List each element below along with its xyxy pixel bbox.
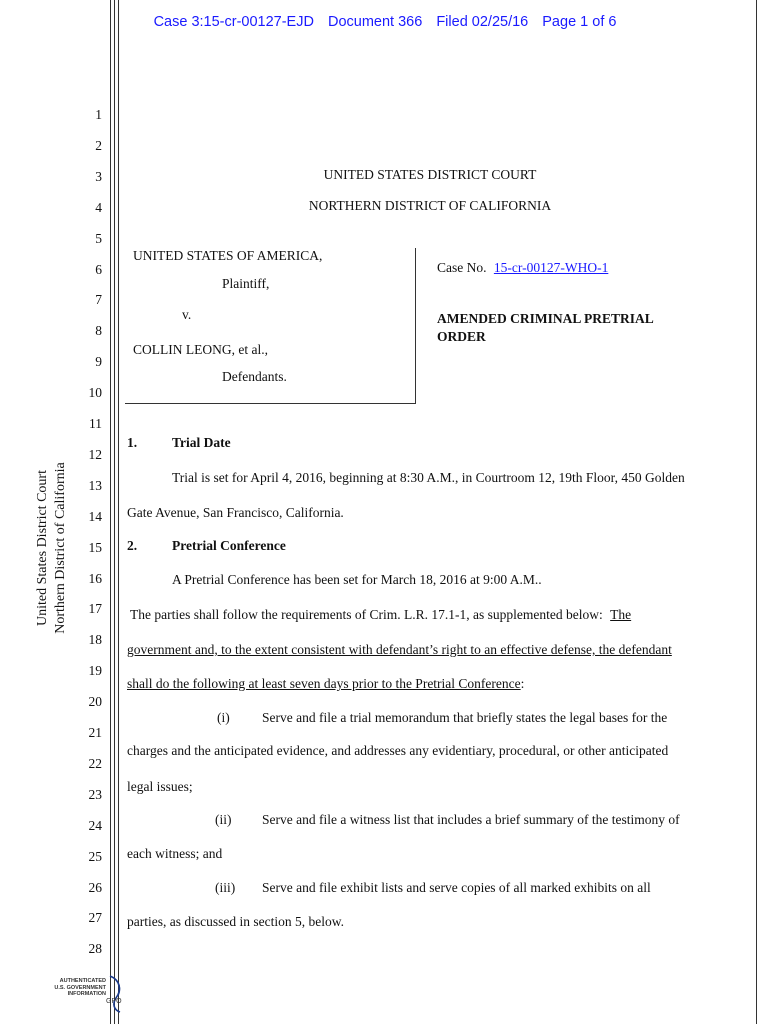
header-document: Document 366 <box>327 14 423 30</box>
ecf-header <box>0 14 770 30</box>
line-number: 1 <box>95 107 102 122</box>
item-i-text-c: legal issues; <box>127 779 193 794</box>
court-district: NORTHERN DISTRICT OF CALIFORNIA <box>308 198 552 213</box>
line-number: 27 <box>88 910 102 926</box>
item-i-text-b: charges and the anticipated evidence, and addresses any evidentiary, procedural, or other anticipated <box>127 743 669 758</box>
line-number: 21 <box>88 725 102 740</box>
item-iii-text-b: parties, as discussed in section 5, below. <box>127 914 344 929</box>
versus: v. <box>182 307 192 322</box>
line-number: 2 <box>95 137 102 153</box>
header-case: Case 3:15-cr-00127-EJD <box>153 14 314 30</box>
line-number: 15 <box>88 539 102 555</box>
section2-requirement-line3 <box>127 676 524 692</box>
section2-requirement-lead: The parties shall follow the requirements of Crim. L.R. 17.1-1, as supplemented below: <box>130 607 603 622</box>
line-number: 14 <box>88 508 102 524</box>
section2-requirement-underlined-start: The <box>610 607 632 622</box>
item-i-label: (i) <box>217 710 230 725</box>
item-iii-text-a: Serve and file exhibit lists and serve copies of all marked exhibits on all <box>262 880 651 895</box>
section2-requirement-underlined-end: shall do the following at least seven days prior to the Pretrial Conference <box>127 676 521 691</box>
left-rule-text <box>118 0 119 1024</box>
order-title-line2: ORDER <box>437 329 486 344</box>
line-number: 18 <box>88 632 102 648</box>
case-number-link[interactable]: 15-cr-00127-WHO-1 <box>493 260 609 275</box>
line-number: 19 <box>88 663 102 679</box>
section2-requirement-colon: : <box>520 676 525 691</box>
section2-title: Pretrial Conference <box>172 538 286 553</box>
item-iii-label: (iii) <box>215 880 236 895</box>
section1-text-b: Gate Avenue, San Francisco, California. <box>127 505 344 520</box>
caption-divider-horizontal <box>125 403 416 404</box>
section1-number: 1. <box>127 435 138 450</box>
section1-text-a: Trial is set for April 4, 2016, beginning at 8:30 A.M., in Courtroom 12, 19th Floor, 450 Golden <box>172 470 685 485</box>
line-number: 16 <box>88 570 102 586</box>
gpo-line1: AUTHENTICATED <box>59 978 106 984</box>
item-ii-text-a: Serve and file a witness list that includes a brief summary of the testimony of <box>262 812 680 827</box>
defendant-role: Defendants. <box>222 369 287 384</box>
item-ii-label: (ii) <box>215 812 232 827</box>
section2-number: 2. <box>127 538 138 553</box>
case-number-line <box>437 260 608 276</box>
gpo-line2: U.S. GOVERNMENT <box>54 984 106 991</box>
item-i-text-a: Serve and file a trial memorandum that briefly states the legal bases for the <box>262 710 668 725</box>
sidebar-court: United States District Court <box>35 470 50 626</box>
line-number: 4 <box>95 199 102 215</box>
line-number: 8 <box>95 323 102 339</box>
line-number: 13 <box>88 477 102 493</box>
line-number: 24 <box>88 817 102 833</box>
line-number: 23 <box>88 786 102 802</box>
gpo-mark: GPO <box>106 998 122 1005</box>
line-number: 12 <box>88 446 102 462</box>
line-number: 25 <box>88 848 102 864</box>
line-number: 7 <box>95 292 102 308</box>
right-rule <box>756 0 757 1024</box>
gpo-seal-text <box>44 978 106 998</box>
eagle-icon <box>106 974 126 1014</box>
line-number: 6 <box>95 261 102 277</box>
section2-requirement-line1 <box>130 607 631 623</box>
case-label: Case No. <box>437 260 487 275</box>
line-number: 17 <box>88 601 102 617</box>
section2-text: A Pretrial Conference has been set for March 18, 2016 at 9:00 A.M.. <box>172 572 542 587</box>
plaintiff-role: Plaintiff, <box>222 276 270 291</box>
gpo-line3: INFORMATION <box>67 991 106 997</box>
caption-divider-vertical <box>415 248 416 403</box>
line-number: 11 <box>89 416 102 431</box>
left-rule-outer <box>110 0 111 1024</box>
line-number: 22 <box>88 755 102 771</box>
line-number: 9 <box>95 354 102 370</box>
line-number: 20 <box>88 694 102 710</box>
court-name: UNITED STATES DISTRICT COURT <box>323 167 537 182</box>
section1-title: Trial Date <box>172 435 231 450</box>
line-number: 26 <box>88 879 102 895</box>
line-number: 10 <box>88 385 102 401</box>
line-number: 5 <box>95 230 102 246</box>
plaintiff-name: UNITED STATES OF AMERICA, <box>133 248 323 263</box>
header-page: Page 1 of 6 <box>542 14 617 30</box>
defendant-name: COLLIN LEONG, et al., <box>133 342 268 357</box>
item-ii-text-b: each witness; and <box>127 846 223 861</box>
line-number: 28 <box>88 941 102 957</box>
order-title-line1: AMENDED CRIMINAL PRETRIAL <box>437 311 654 326</box>
line-number: 3 <box>95 168 102 184</box>
gpo-authentication-seal <box>44 974 124 1014</box>
header-filed: Filed 02/25/16 <box>436 14 529 30</box>
left-rule-inner <box>114 0 115 1024</box>
sidebar-district: Northern District of California <box>53 462 68 634</box>
section2-requirement-line2: government and, to the extent consistent with defendant’s right to an effective defense, the defendant <box>127 642 672 657</box>
